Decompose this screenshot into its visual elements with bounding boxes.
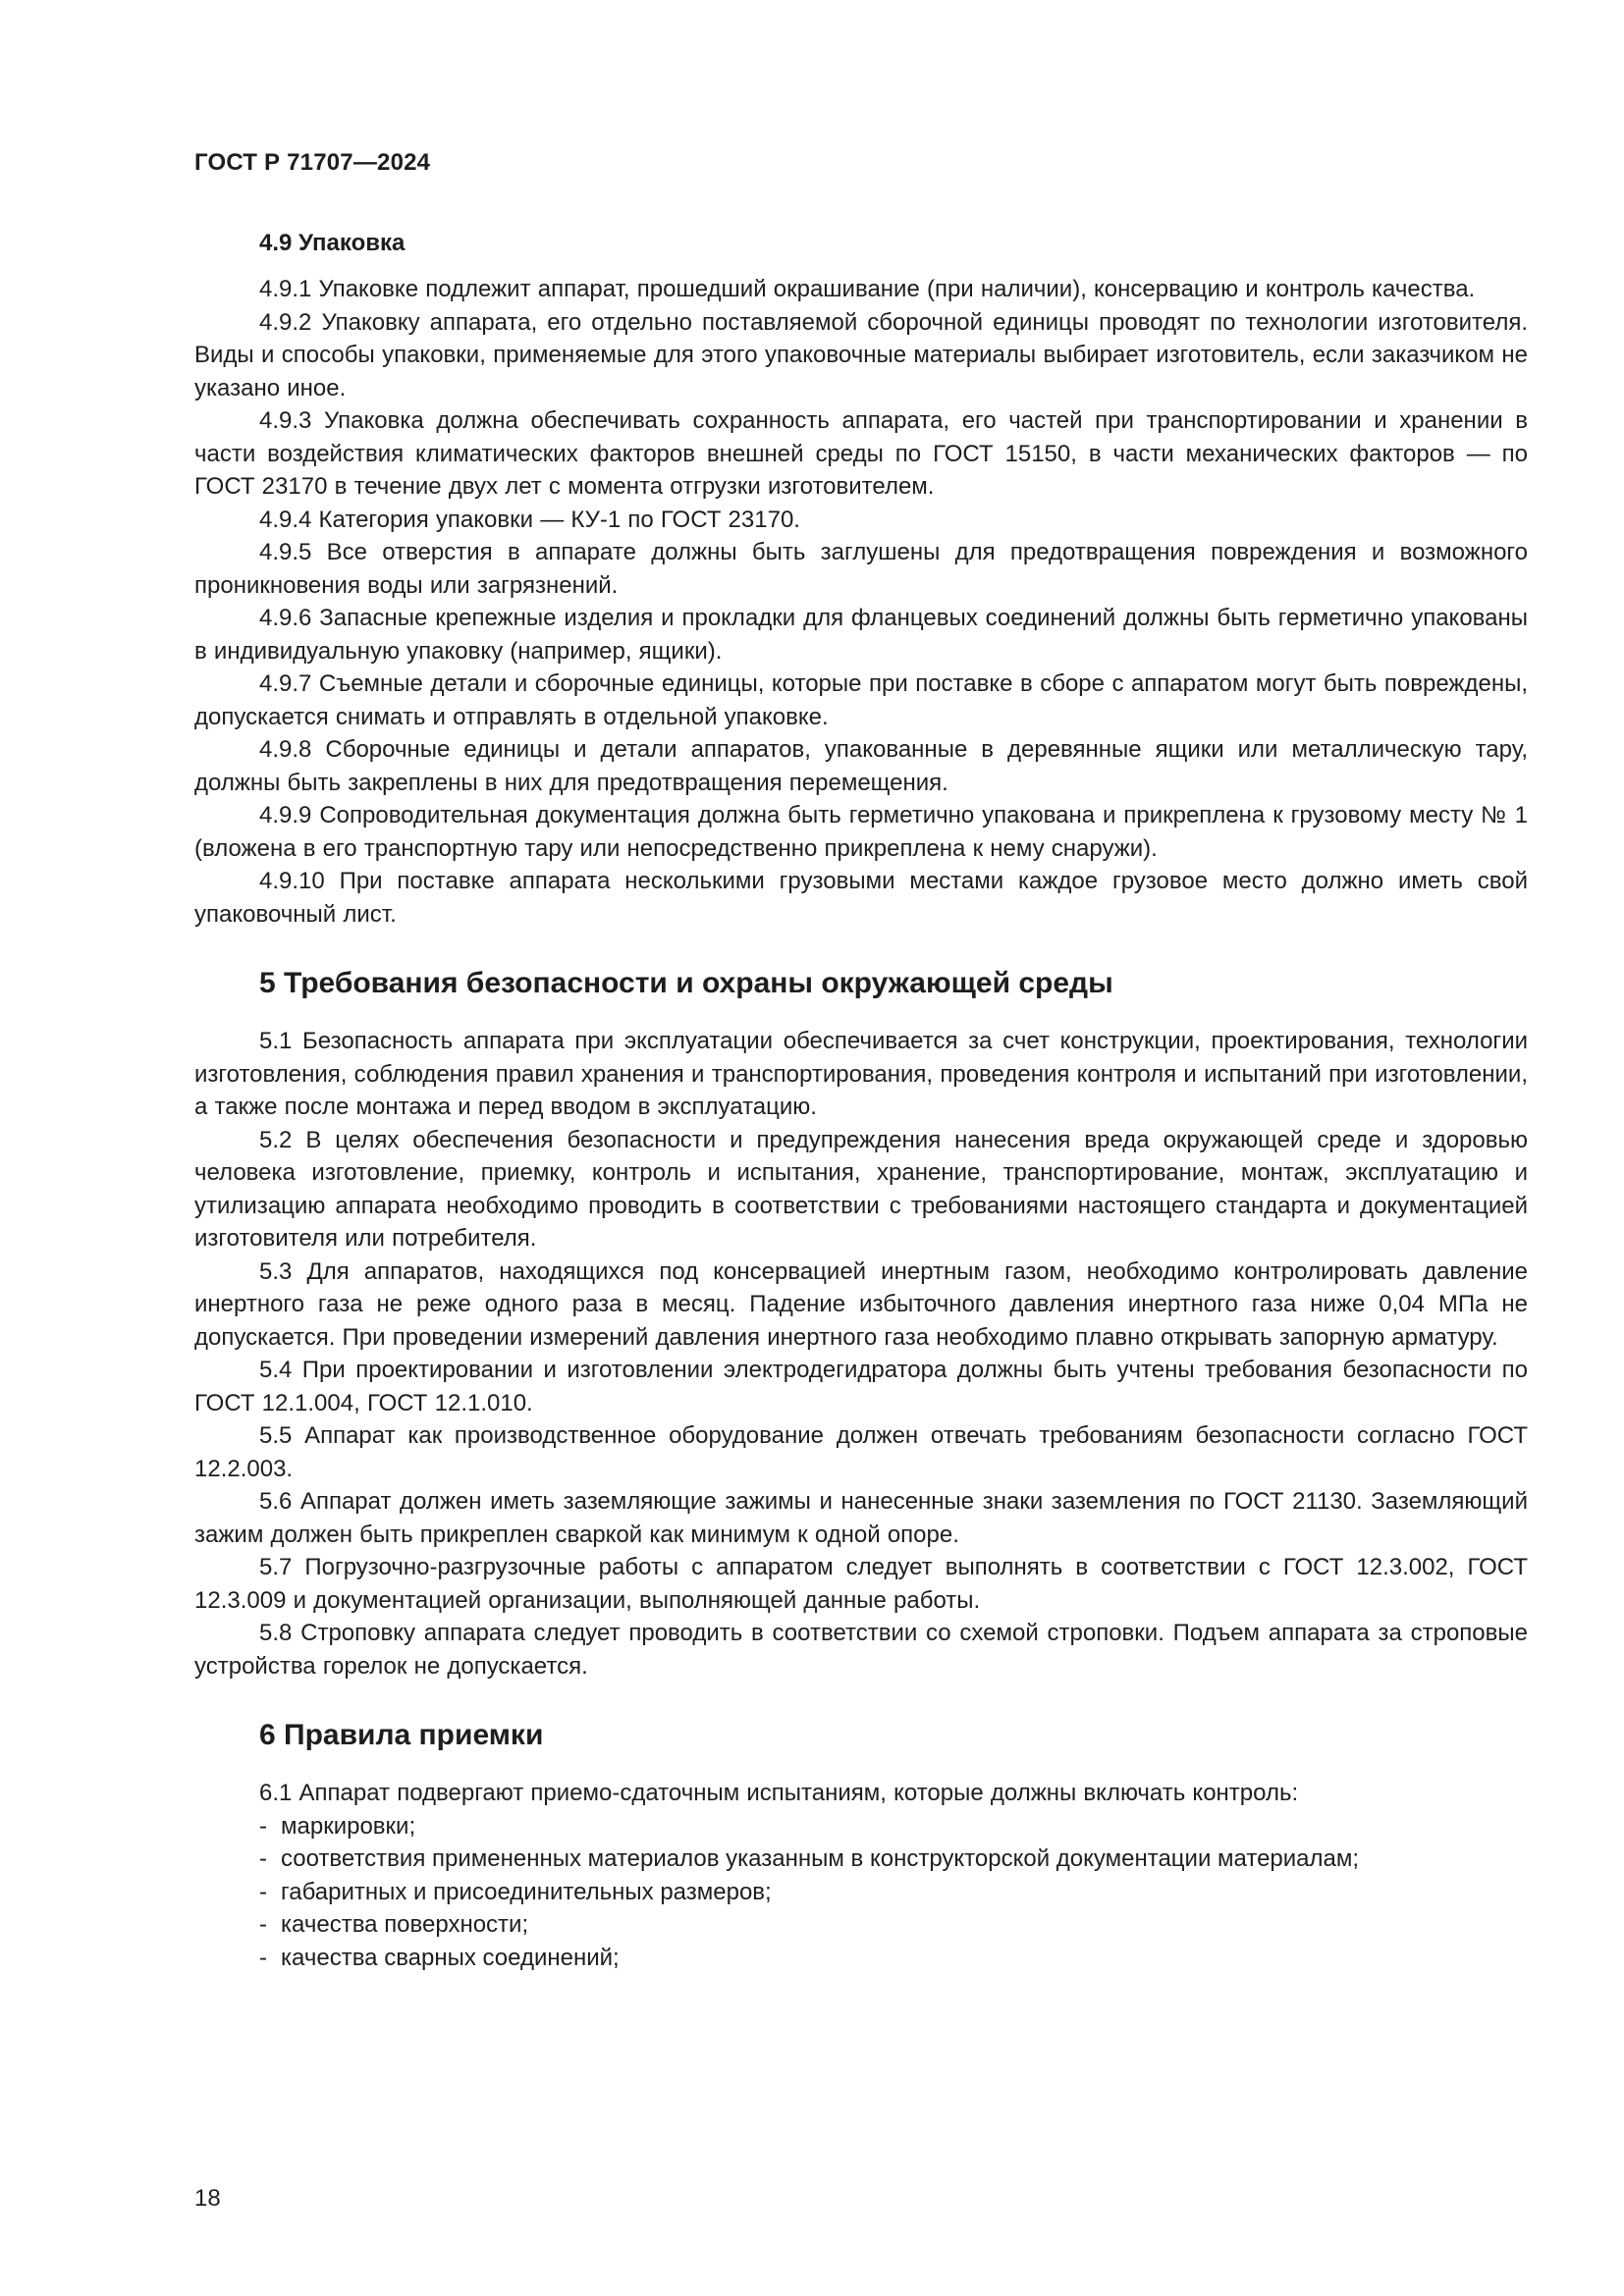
section-6-body <box>194 1777 1528 1974</box>
paragraph-5-2: 5.2 В целях обеспечения безопасности и предупреждения нанесения вреда окружающей среде и здоровью человека изготовление, приемку, контроль и испытания, хранение, транспортирование, монтаж, эксплуатацию и утилизацию аппарата необходимо проводить в соответствии с требованиями настоящего стандарта и документацией изготовителя или потребителя. <box>194 1126 1528 1252</box>
paragraph-4-9-7: 4.9.7 Съемные детали и сборочные единицы, которые при поставке в сборе с аппаратом могут быть повреждены, допускается снимать и отправлять в отдельной упаковке. <box>194 670 1528 730</box>
list-item-text: маркировки; <box>281 1812 416 1840</box>
section-5-title: 5 Требования безопасности и охраны окружающей среды <box>259 967 1113 999</box>
paragraph-6-1: 6.1 Аппарат подвергают приемо-сдаточным испытаниям, которые должны включать контроль: <box>259 1780 1299 1806</box>
section-4-9-title: 4.9 Упаковка <box>259 230 406 256</box>
list-item-text: качества сварных соединений; <box>281 1944 620 1971</box>
paragraph-4-9-8: 4.9.8 Сборочные единицы и детали аппаратов, упакованные в деревянные ящики или металлическую тару, должны быть закреплены в них для предотвращения перемещения. <box>194 736 1528 796</box>
paragraph-4-9-4: 4.9.4 Категория упаковки — КУ-1 по ГОСТ 23170. <box>259 506 800 533</box>
paragraph-5-5: 5.5 Аппарат как производственное оборудование должен отвечать требованиям безопасности согласно ГОСТ 12.2.003. <box>194 1422 1528 1482</box>
list-item-text: соответствия примененных материалов указанным в конструкторской документации материалам; <box>281 1845 1360 1872</box>
list-item: - качества сварных соединений; <box>259 1944 620 1971</box>
paragraph-4-9-9: 4.9.9 Сопроводительная документация должна быть герметично упакована и прикреплена к грузовому месту № 1 (вложена в его транспортную тару или непосредственно прикреплена к нему снаружи). <box>194 802 1528 862</box>
document-body <box>194 228 1528 1974</box>
paragraph-5-1: 5.1 Безопасность аппарата при эксплуатации обеспечивается за счет конструкции, проектирования, технологии изготовления, соблюдения правил хранения и транспортирования, проведения контроля и испытаний при изготовлении, а также после монтажа и перед вводом в эксплуатацию. <box>194 1028 1528 1120</box>
inspection-list <box>194 1810 1528 1975</box>
page-number: 18 <box>194 2185 221 2212</box>
paragraph-4-9-1: 4.9.1 Упаковке подлежит аппарат, прошедший окрашивание (при наличии), консервацию и контроль качества. <box>259 276 1476 302</box>
paragraph-5-4: 5.4 При проектировании и изготовлении электродегидратора должны быть учтены требования безопасности по ГОСТ 12.1.004, ГОСТ 12.1.010. <box>194 1357 1528 1416</box>
list-item: - габаритных и присоединительных размеров; <box>259 1878 772 1905</box>
list-item: - соответствия примененных материалов указанным в конструкторской документации материалам; <box>259 1845 1360 1872</box>
list-item: - маркировки; <box>259 1812 416 1840</box>
paragraph-5-3: 5.3 Для аппаратов, находящихся под консервацией инертным газом, необходимо контролировать давление инертного газа не реже одного раза в месяц. Падение избыточного давления инертного газа ниже 0,04 МПа не допускается. При проведении измерений давления инертного газа необходимо плавно открывать запорную арматуру. <box>194 1257 1528 1351</box>
paragraph-5-8: 5.8 Строповку аппарата следует проводить в соответствии со схемой строповки. Подъем аппарата за строповые устройства горелок не допускается. <box>194 1620 1528 1680</box>
document-code: ГОСТ Р 71707—2024 <box>194 149 431 176</box>
paragraph-4-9-6: 4.9.6 Запасные крепежные изделия и прокладки для фланцевых соединений должны быть герметично упакованы в индивидуальную упаковку (например, ящики). <box>194 605 1528 665</box>
section-4-9-body <box>194 273 1528 931</box>
paragraph-4-9-3: 4.9.3 Упаковка должна обеспечивать сохранность аппарата, его частей при транспортировании и хранении в части воздействия климатических факторов внешней среды по ГОСТ 15150, в части механических факторов — по ГОСТ 23170 в течение двух лет с момента отгрузки изготовителем. <box>194 407 1528 500</box>
section-5-body <box>194 1025 1528 1682</box>
paragraph-5-7: 5.7 Погрузочно-разгрузочные работы с аппаратом следует выполнять в соответствии с ГОСТ 12.3.002, ГОСТ 12.3.009 и документацией организации, выполняющей данные работы. <box>194 1554 1528 1614</box>
paragraph-4-9-2: 4.9.2 Упаковку аппарата, его отдельно поставляемой сборочной единицы проводят по технологии изготовителя. Виды и способы упаковки, применяемые для этого упаковочные материалы выбирает изготовитель, если заказчиком не указано иное. <box>194 308 1528 401</box>
section-6-title: 6 Правила приемки <box>259 1719 544 1751</box>
list-item-text: качества поверхности; <box>281 1911 529 1938</box>
paragraph-4-9-5: 4.9.5 Все отверстия в аппарате должны быть заглушены для предотвращения повреждения и возможного проникновения воды или загрязнений. <box>194 539 1528 599</box>
list-item: - качества поверхности; <box>259 1911 529 1938</box>
list-item-text: габаритных и присоединительных размеров; <box>281 1878 772 1905</box>
paragraph-4-9-10: 4.9.10 При поставке аппарата несколькими грузовыми местами каждое грузовое место должно иметь свой упаковочный лист. <box>194 868 1528 928</box>
paragraph-5-6: 5.6 Аппарат должен иметь заземляющие зажимы и нанесенные знаки заземления по ГОСТ 21130. Заземляющий зажим должен быть прикреплен сваркой как минимум к одной опоре. <box>194 1488 1528 1548</box>
